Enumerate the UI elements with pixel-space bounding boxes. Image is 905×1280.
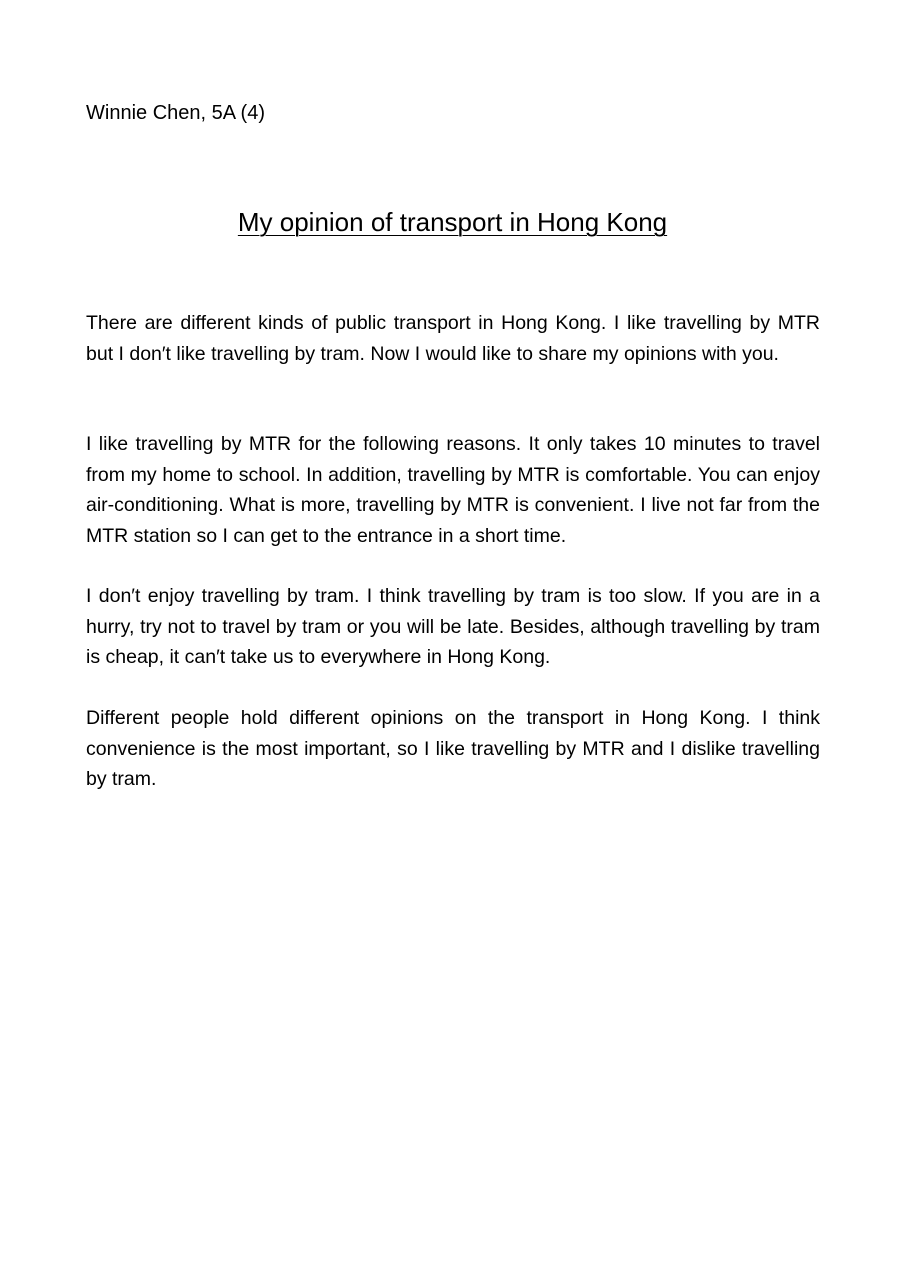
- paragraph-intro: There are different kinds of public transport in Hong Kong. I like travelling by MTR but I don′t like travelling by tram. Now I would like to share my opinions with you.: [86, 312, 820, 365]
- paragraph-conclusion: Different people hold different opinions on the transport in Hong Kong. I think convenience is the most important, so I like travelling by MTR and I dislike travelling by tram.: [86, 707, 820, 790]
- author-line: Winnie Chen, 5A (4): [86, 102, 265, 124]
- paragraph-mtr: I like travelling by MTR for the following reasons. It only takes 10 minutes to travel from my home to school. In addition, travelling by MTR is comfortable. You can enjoy air-conditioning. What is more, travelling by MTR is convenient. I live not far from the MTR station so I can get to the entrance in a short time.: [86, 433, 820, 547]
- page-title: [0, 206, 905, 238]
- title-text: My opinion of transport in Hong Kong: [237, 207, 668, 237]
- paragraph-tram: I don′t enjoy travelling by tram. I think travelling by tram is too slow. If you are in a hurry, try not to travel by tram or you will be late. Besides, although travelling by tram is cheap, it can′t take us to everywhere in Hong Kong.: [86, 585, 820, 668]
